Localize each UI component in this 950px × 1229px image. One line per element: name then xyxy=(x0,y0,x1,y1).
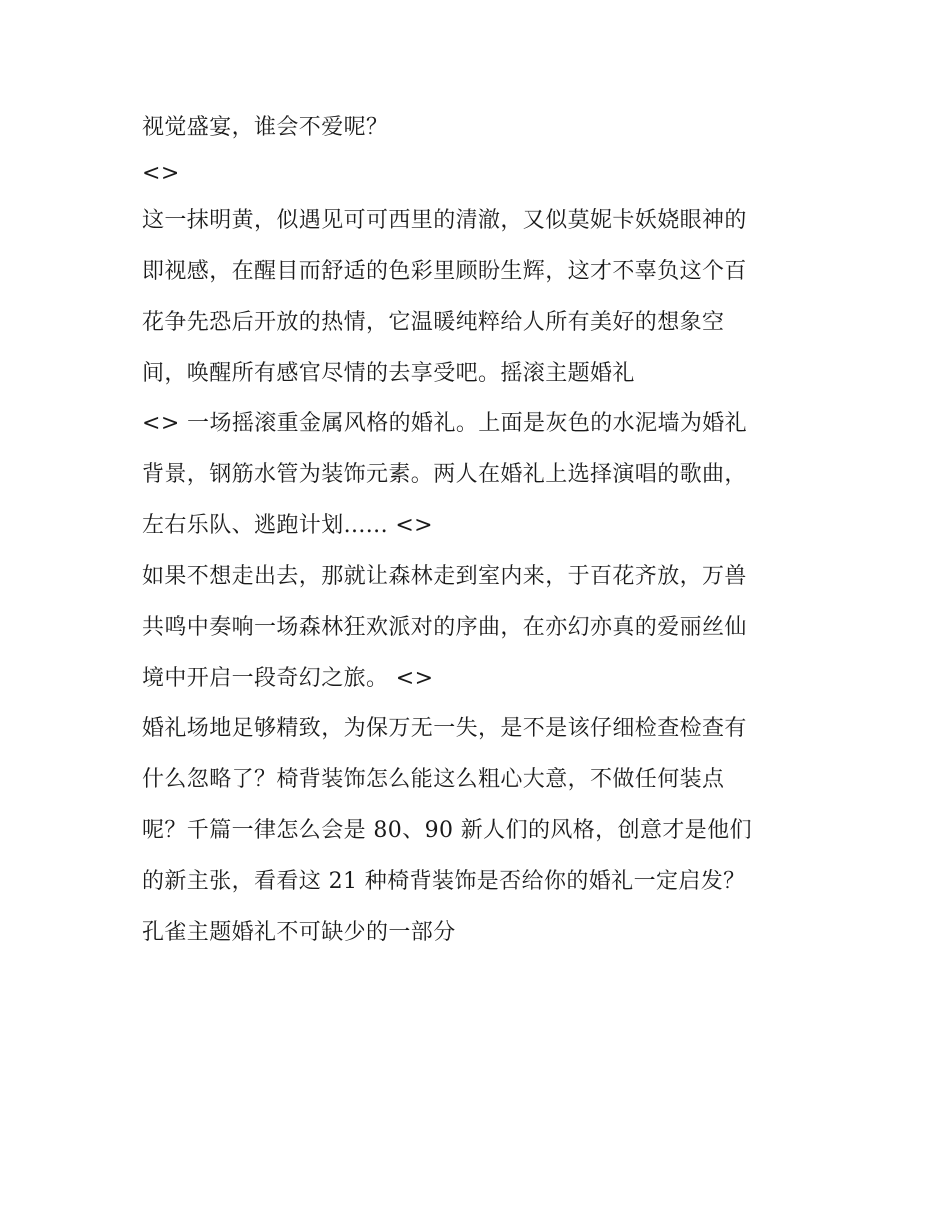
text-line-1: 视觉盛宴，谁会不爱呢？ xyxy=(142,115,389,140)
text-line-11: 共鸣中奏响一场森林狂欢派对的序曲，在亦幻亦真的爱丽丝仙 xyxy=(142,615,747,640)
text-line-9: 左右乐队、逃跑计划...... <> xyxy=(142,513,434,538)
text-line-13: 婚礼场地足够精致，为保万无一失，是不是该仔细检查检查有 xyxy=(142,716,747,741)
text-line-7: <> 一场摇滚重金属风格的婚礼。上面是灰色的水泥墙为婚礼 xyxy=(142,411,748,436)
text-line-12: 境中开启一段奇幻之旅。 <> xyxy=(142,666,434,691)
text-line-15: 呢？千篇一律怎么会是 80、90 新人们的风格，创意才是他们 xyxy=(142,818,752,843)
text-line-5: 花争先恐后开放的热情，它温暖纯粹给人所有美好的想象空 xyxy=(142,310,725,335)
text-line-2: <> xyxy=(142,161,180,186)
text-line-4: 即视感，在醒目而舒适的色彩里顾盼生辉，这才不辜负这个百 xyxy=(142,259,747,284)
text-line-10: 如果不想走出去，那就让森林走到室内来，于百花齐放，万兽 xyxy=(142,564,747,589)
text-line-6: 间，唤醒所有感官尽情的去享受吧。摇滚主题婚礼 xyxy=(142,361,635,386)
text-line-14: 什么忽略了？椅背装饰怎么能这么粗心大意，不做任何装点 xyxy=(142,767,725,792)
text-line-17: 孔雀主题婚礼不可缺少的一部分 xyxy=(142,920,456,945)
text-line-3: 这一抹明黄，似遇见可可西里的清澈，又似莫妮卡妖娆眼神的 xyxy=(142,208,747,233)
text-line-16: 的新主张，看看这 21 种椅背装饰是否给你的婚礼一定启发？ xyxy=(142,869,746,894)
text-line-8: 背景，钢筋水管为装饰元素。两人在婚礼上选择演唱的歌曲， xyxy=(142,462,747,487)
